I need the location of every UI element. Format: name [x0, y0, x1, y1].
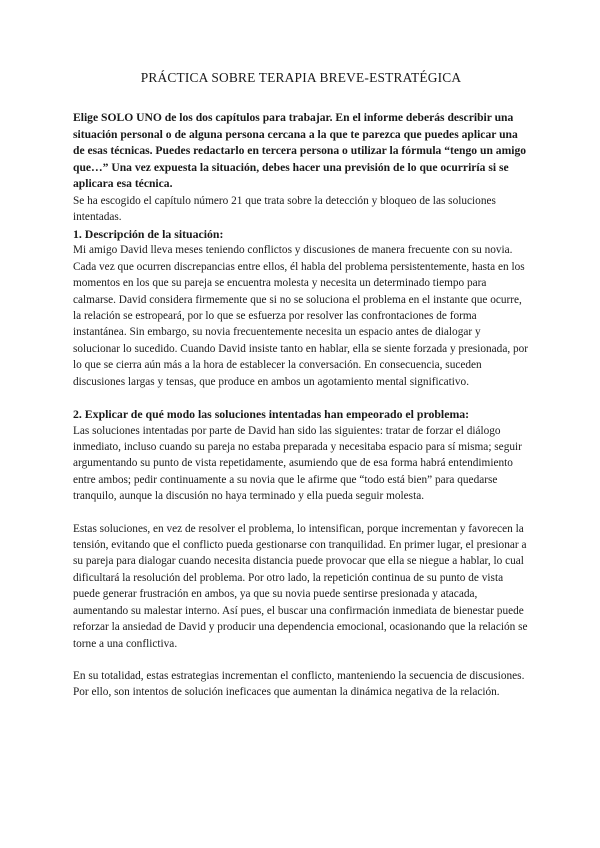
section-2-heading: 2. Explicar de qué modo las soluciones intentadas han empeorado el problema: — [73, 407, 470, 422]
document-page — [73, 70, 529, 701]
section-2-paragraph-2: Estas soluciones, en vez de resolver el problema, lo intensifican, porque incrementan y favorecen la tensión, evitando que el conflicto pueda gestionarse con tranquilidad. En primer lugar, el presionar a su pareja para dialogar cuando necesita distancia puede provocar que ella se niegue a hablar, lo cual dificultará la resolución del problema. Por otro lado, la repetición continua de su punto de vista puede generar frustración en ambos, ya que su novia puede sentirse presionada y atacada, aumentando su malestar interno. Así pues, el buscar una confirmación inmediata de bienestar puede reforzar la ansiedad de David y producir una dependencia emocional, ocasionando que la relación se torne a una conflictiva. — [73, 522, 528, 650]
section-2-paragraph-1: Las soluciones intentadas por parte de David han sido las siguientes: tratar de forzar el diálogo inmediato, incluso cuando su pareja no estaba preparada y necesitaba espacio para sí misma; seguir argumentando su punto de vista repetidamente, asumiendo que de esa forma habrá entendimiento entre ambos; pedir continuamente a su novia que le afirme que “todo está bien” para quedarse tranquilo, aunque la discusión no haya terminado y ella pueda seguir molesta. — [73, 424, 522, 503]
section-1-heading: 1. Descripción de la situación: — [73, 226, 224, 241]
assignment-instructions: Elige SOLO UNO de los dos capítulos para trabajar. En el informe deberás describir una situación personal o de alguna persona cercana a la que te parezca que puedes aplicar una de esas técnicas. Puedes redactarlo en tercera persona o utilizar la fórmula “tengo un amigo que…” Una vez expuesta la situación, debes hacer una previsión de lo que ocurriría si se aplicara esa técnica. — [73, 111, 527, 191]
section-2-paragraph-3: En su totalidad, estas estrategias incrementan el conflicto, manteniendo la secuencia de discusiones. Por ello, son intentos de solución ineficaces que aumentan la dinámica negativa de la relación. — [73, 669, 525, 699]
section-1-body: Mi amigo David lleva meses teniendo conflictos y discusiones de manera frecuente con su novia. Cada vez que ocurren discrepancias entre ellos, él habla del problema persistentemente, hasta en los momentos en los que su pareja se encuentra molesta y necesita un determinado tiempo para calmarse. David considera firmemente que si no se soluciona el problema en el instante que ocurre, la relación se estropeará, por lo que se esfuerza por resolver las confrontaciones de forma instantánea. Sin embargo, su novia frecuentemente necesita un espacio antes de dialogar y solucionar lo sucedido. Cuando David insiste tanto en hablar, ella se siente forzada y presionada, por lo que se cierra aún más a la hora de establecer la conversación. En consecuencia, suceden discusiones largas y tensas, que produce en ambos un agotamiento mental significativo. — [73, 244, 529, 388]
document-title: PRÁCTICA SOBRE TERAPIA BREVE-ESTRATÉGICA — [140, 70, 462, 85]
intro-paragraph: Se ha escogido el capítulo número 21 que trata sobre la detección y bloqueo de las soluciones intentadas. — [73, 194, 496, 224]
